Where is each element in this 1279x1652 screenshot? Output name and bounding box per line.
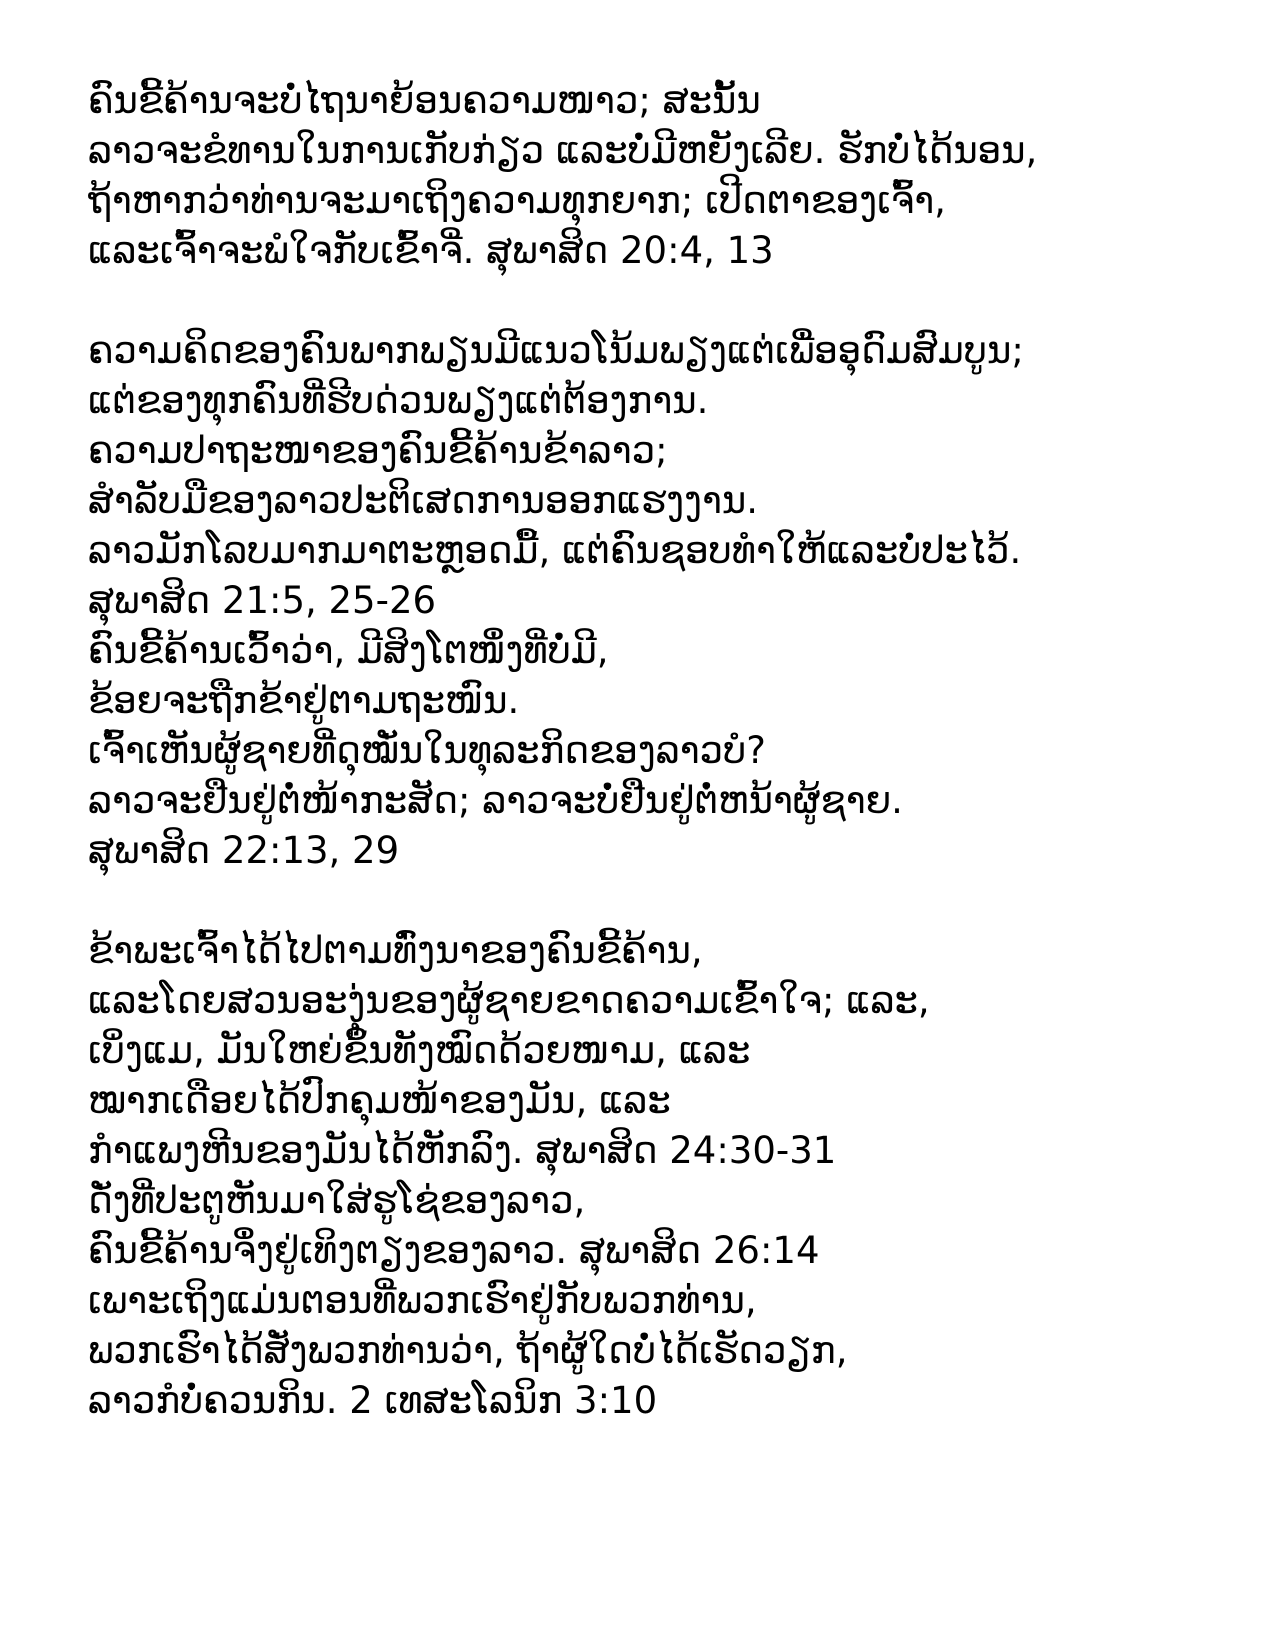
text-line: ລາວຈະຢືນຢູ່ຕໍ່ໜ້າກະສັດ; ລາວຈະບໍ່ຢືນຢູ່ຕໍ່ຫນ້າຜູ້ຊາຍ. bbox=[88, 779, 903, 822]
text-line: ສໍາລັບມືຂອງລາວປະຕິເສດການອອກແຮງງານ. bbox=[88, 479, 759, 522]
text-line: ເຈົ້າເຫັນຜູ້ຊາຍທີ່ດຸໝັ່ນໃນທຸລະກິດຂອງລາວບໍ? bbox=[88, 729, 766, 772]
text-line: ໝາກເດືອຍໄດ້ປົກຄຸມໜ້າຂອງມັນ, ແລະ bbox=[88, 1079, 671, 1122]
text-line: ຄົນຂີ້ຄ້ານຈຶ່ງຢູ່ເທິງຕຽງຂອງລາວ. ສຸພາສິດ 26:14 bbox=[88, 1229, 820, 1272]
text-line: ລາວກໍບໍ່ຄວນກິນ. 2 ເທສະໂລນິກ 3:10 bbox=[88, 1379, 658, 1422]
text-line: ສຸພາສິດ 22:13, 29 bbox=[88, 829, 400, 872]
text-line: ສຸພາສິດ 21:5, 25-26 bbox=[88, 579, 437, 622]
text-line: ຂ້າພະເຈົ້າໄດ້ໄປຕາມທົ່ງນາຂອງຄົນຂີ້ຄ້ານ, bbox=[88, 929, 703, 972]
text-line: ຄວາມຄິດຂອງຄົນພາກພຽນມີແນວໂນ້ມພຽງແຕ່ເພື່ອອຸດົມສົມບູນ; bbox=[88, 329, 1024, 372]
paragraph-gap bbox=[88, 276, 1248, 326]
text-line: ກຳແພງຫີນຂອງມັນໄດ້ຫັກລົງ. ສຸພາສິດ 24:30-31 bbox=[88, 1129, 837, 1172]
text-line: ພວກເຮົາໄດ້ສັ່ງພວກທ່ານວ່າ, ຖ້າຜູ້ໃດບໍ່ໄດ້ເຮັດວຽກ, bbox=[88, 1329, 848, 1372]
text-line: ແລະເຈົ້າຈະພໍໃຈກັບເຂົ້າຈີ່. ສຸພາສິດ 20:4, 13 bbox=[88, 229, 774, 272]
text-line: ຖ້າຫາກວ່າທ່ານຈະມາເຖິງຄວາມທຸກຍາກ; ເປີດຕາຂອງເຈົ້າ, bbox=[88, 179, 946, 222]
text-line: ຄວາມປາຖະໜາຂອງຄົນຂີ້ຄ້ານຂ້າລາວ; bbox=[88, 429, 668, 472]
text-line: ລາວຈະຂໍທານໃນການເກັບກ່ຽວ ແລະບໍ່ມີຫຍັງເລີຍ. ຮັກບໍ່ໄດ້ນອນ, bbox=[88, 129, 1038, 172]
text-line: ລາວມັກໂລບມາກມາຕະຫຼອດມື້, ແຕ່ຄົນຊອບທຳໃຫ້ແລະບໍ່ປະໄວ້. bbox=[88, 529, 1022, 572]
scripture-text-block bbox=[88, 76, 1248, 1426]
text-line: ເພາະເຖິງແມ່ນຕອນທີ່ພວກເຮົາຢູ່ກັບພວກທ່ານ, bbox=[88, 1279, 757, 1322]
paragraph-gap bbox=[88, 876, 1248, 926]
text-line: ຂ້ອຍຈະຖືກຂ້າຢູ່ຕາມຖະໜົນ. bbox=[88, 679, 520, 722]
text-line: ແລະໂດຍສວນອະງຸ່ນຂອງຜູ້ຊາຍຂາດຄວາມເຂົ້າໃຈ; ແລະ, bbox=[88, 979, 930, 1022]
text-line: ຄົນຂີ້ຄ້ານເວົ້າວ່າ, ມີສິງໂຕໜຶ່ງທີ່ບໍ່ມີ, bbox=[88, 629, 609, 672]
text-line: ດັ່ງທີ່ປະຕູຫັນມາໃສ່ຮູໂຊ່ຂອງລາວ, bbox=[88, 1179, 586, 1222]
text-line: ແຕ່ຂອງທຸກຄົນທີ່ຮີບດ່ວນພຽງແຕ່ຕ້ອງການ. bbox=[88, 379, 709, 422]
text-line: ຄົນຂີ້ຄ້ານຈະບໍ່ໄຖນາຍ້ອນຄວາມໜາວ; ສະນັ້ນ bbox=[88, 79, 761, 122]
text-line: ເບິ່ງແມ, ມັນໃຫຍ່ຂຶ້ນທັງໝົດດ້ວຍໜາມ, ແລະ bbox=[88, 1029, 751, 1072]
